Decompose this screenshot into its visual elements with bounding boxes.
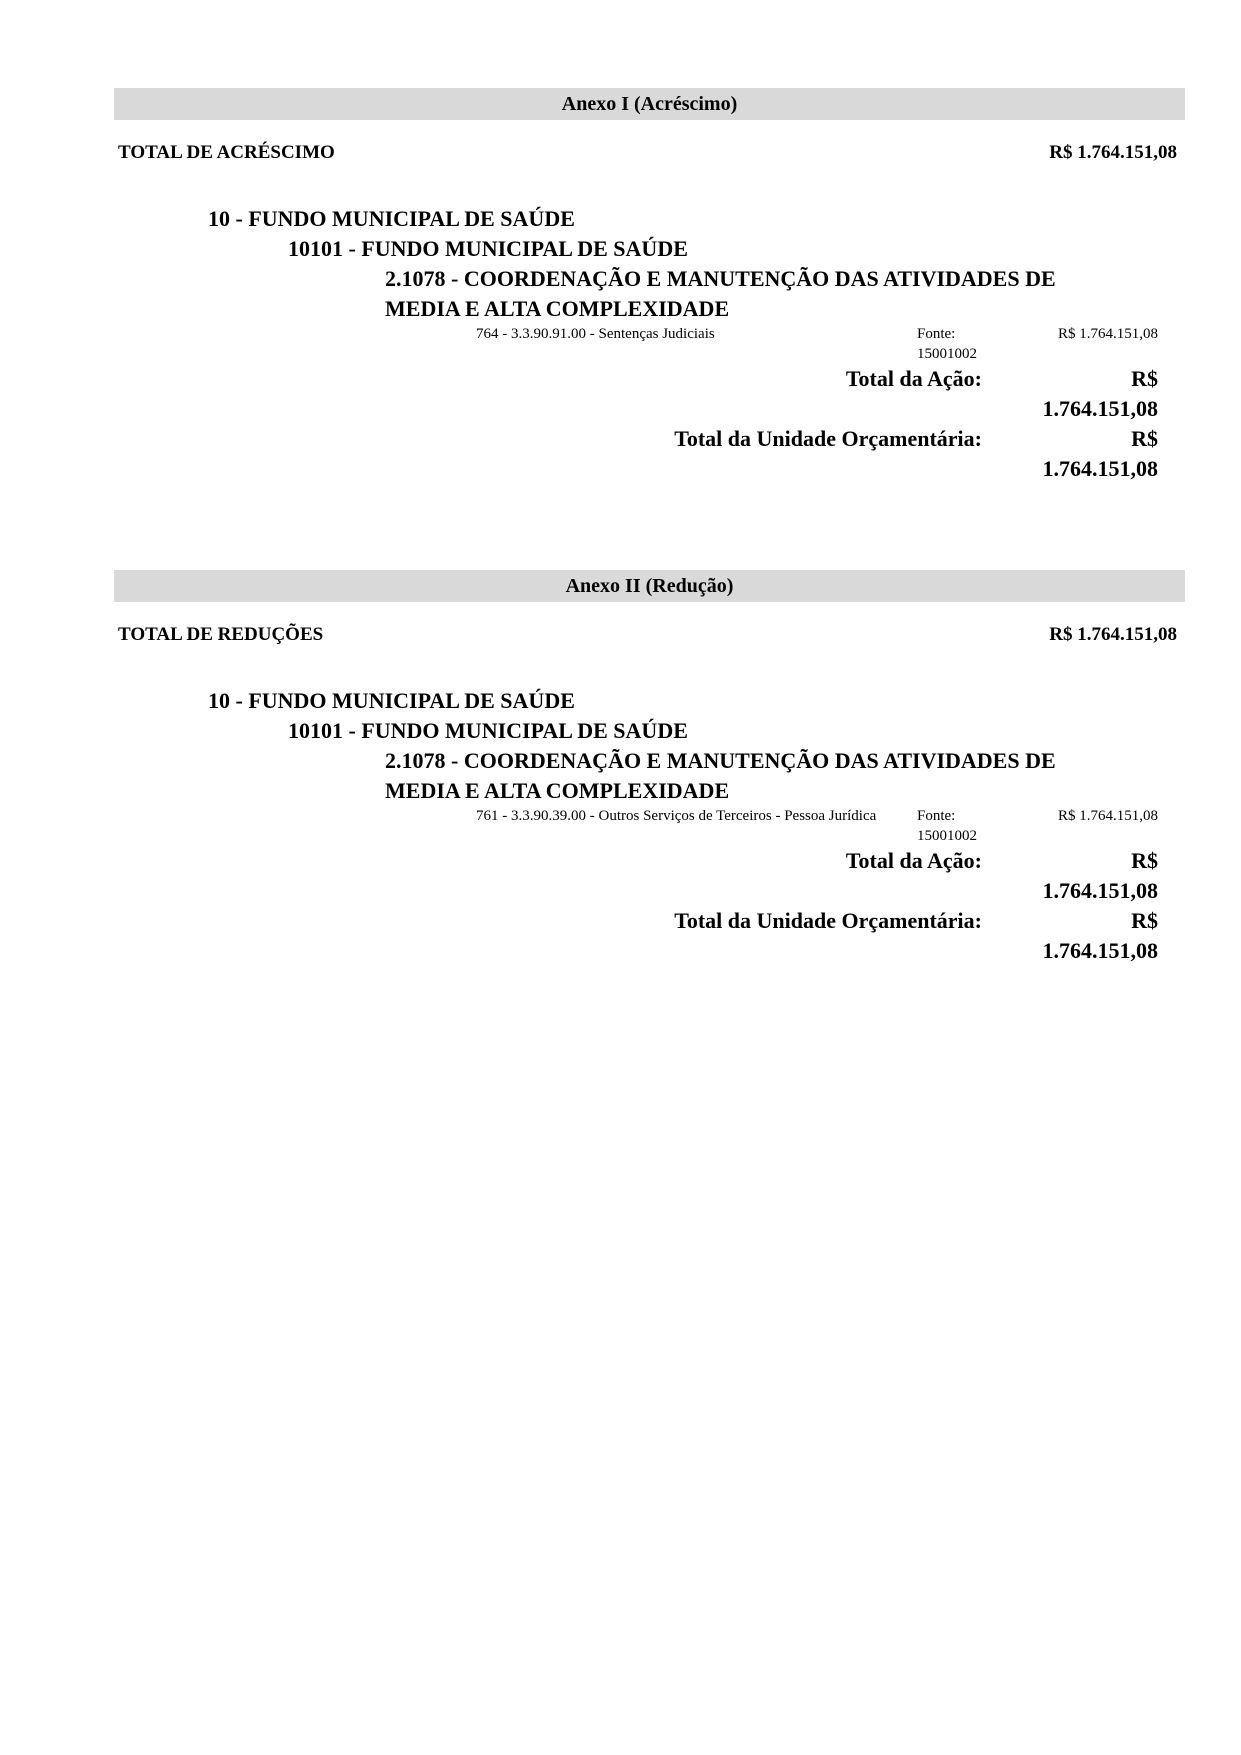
anexo2-fonte-code: 15001002 (917, 828, 977, 844)
anexo1-header-bar (114, 88, 1185, 120)
anexo1-unidade-total-label: Total da Unidade Orçamentária: (674, 426, 982, 451)
anexo1-unidade-total-row (0, 424, 1241, 484)
anexo1-detail-row (476, 324, 1241, 364)
anexo1-fonte-code: 15001002 (917, 346, 977, 362)
anexo1-total-label: TOTAL DE ACRÉSCIMO (118, 142, 335, 163)
anexo1-acao-heading-line1: 2.1078 - COORDENAÇÃO E MANUTENÇÃO DAS ATIVIDADES DE (385, 266, 1056, 291)
anexo2-detail-row (476, 806, 1241, 846)
anexo2-total-value: R$ 1.764.151,08 (1049, 624, 1177, 645)
anexo2-header-bar (114, 570, 1185, 602)
anexo2-header-title: Anexo II (Redução) (565, 575, 734, 597)
anexo2-unidade-total-label: Total da Unidade Orçamentária: (674, 908, 982, 933)
anexo1-unidade-heading: 10101 - FUNDO MUNICIPAL DE SAÚDE (288, 236, 688, 261)
anexo2-fonte-label: Fonte: (917, 808, 956, 824)
anexo2-unidade-total-value: R$ 1.764.151,08 (1042, 908, 1158, 963)
anexo1-acao-total-value: R$ 1.764.151,08 (1042, 366, 1158, 421)
anexo1-acao-total-label: Total da Ação: (845, 366, 982, 391)
anexo1-acao-total-row (0, 364, 1241, 424)
anexo2-acao-total-value: R$ 1.764.151,08 (1042, 848, 1158, 903)
anexo1-fonte-label: Fonte: (917, 326, 956, 342)
anexo2-detail-description: 761 - 3.3.90.39.00 - Outros Serviços de Terceiros - Pessoa Jurídica (476, 808, 877, 824)
anexo2-acao-total-row (0, 846, 1241, 906)
anexo2-acao-total-label: Total da Ação: (845, 848, 982, 873)
anexo1-detail-fonte (917, 324, 1017, 364)
anexo1-orgao-heading: 10 - FUNDO MUNICIPAL DE SAÚDE (208, 206, 575, 231)
anexo1-header-title: Anexo I (Acréscimo) (561, 93, 738, 115)
anexo1-unidade-total-value: R$ 1.764.151,08 (1042, 426, 1158, 481)
anexo1-total-row (118, 142, 1177, 164)
anexo1-total-value: R$ 1.764.151,08 (1049, 142, 1177, 163)
anexo2-detail-value: R$ 1.764.151,08 (1057, 808, 1158, 824)
anexo2-total-label: TOTAL DE REDUÇÕES (118, 624, 324, 645)
anexo1-detail-description: 764 - 3.3.90.91.00 - Sentenças Judiciais (476, 326, 715, 342)
anexo2-detail-fonte (917, 806, 1017, 846)
anexo2-acao-heading-line2: MEDIA E ALTA COMPLEXIDADE (385, 778, 730, 803)
anexo2-acao-heading-line1: 2.1078 - COORDENAÇÃO E MANUTENÇÃO DAS ATIVIDADES DE (385, 748, 1056, 773)
anexo1-detail-value: R$ 1.764.151,08 (1057, 326, 1158, 342)
anexo2-total-row (118, 624, 1177, 646)
anexo2-unidade-heading: 10101 - FUNDO MUNICIPAL DE SAÚDE (288, 718, 688, 743)
anexo2-orgao-heading: 10 - FUNDO MUNICIPAL DE SAÚDE (208, 688, 575, 713)
anexo1-acao-heading-line2: MEDIA E ALTA COMPLEXIDADE (385, 296, 730, 321)
anexo2-unidade-total-row (0, 906, 1241, 966)
